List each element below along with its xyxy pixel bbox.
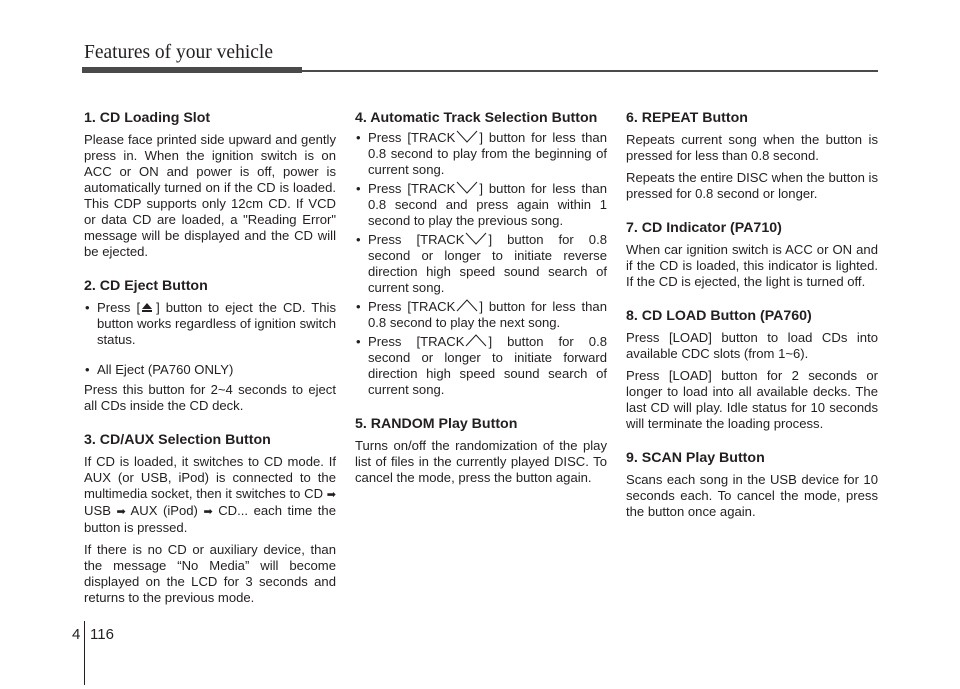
- paragraph: When car ignition switch is ACC or ON and if the CD is loaded, this indicator is lighted. If the CD is ejected, the light is turned off.: [626, 242, 878, 289]
- section-heading: 4. Automatic Track Selection Button: [355, 110, 598, 126]
- bullet-list: [84, 362, 336, 378]
- eject-icon: [142, 303, 152, 312]
- section-heading: 9. SCAN Play Button: [626, 450, 765, 466]
- column-1: [84, 110, 336, 612]
- column-2: [355, 110, 607, 492]
- list-item: • Press [TRACK ] button for less than 0.8 second and press again within 1 second to play the previous song.: [356, 181, 607, 228]
- section-heading: 8. CD LOAD Button (PA760): [626, 308, 812, 324]
- bullet-icon: •: [356, 130, 361, 145]
- paragraph: Repeats current song when the button is pressed for less than 0.8 second.: [626, 132, 878, 163]
- right-arrow-icon: ➡: [326, 489, 336, 501]
- right-arrow-icon: ➡: [203, 506, 213, 518]
- list-item: • Press [TRACK ] button for 0.8 second or longer to initiate forward direction high speed sound search of current song.: [356, 334, 607, 397]
- paragraph: Scans each song in the USB device for 10 seconds each. To cancel the mode, press the button once again.: [626, 472, 878, 519]
- section-heading: 5. RANDOM Play Button: [355, 416, 518, 432]
- section-heading: 6. REPEAT Button: [626, 110, 748, 126]
- bullet-icon: •: [356, 181, 361, 196]
- chapter-number: 4: [72, 626, 81, 643]
- footer-divider: [84, 621, 85, 685]
- track-up-icon: [456, 299, 478, 312]
- page-number: 116: [90, 626, 114, 643]
- section-heading: 7. CD Indicator (PA710): [626, 220, 782, 236]
- bullet-icon: •: [356, 334, 361, 349]
- list-item: • Press [TRACK ] button for less than 0.8 second to play the next song.: [356, 299, 607, 330]
- paragraph: Press [LOAD] button to load CDs into available CDC slots (from 1~6).: [626, 330, 878, 361]
- list-item: • Press [TRACK ] button for less than 0.8 second to play from the beginning of current song.: [356, 130, 607, 177]
- list-item: • All Eject (PA760 ONLY): [85, 362, 234, 377]
- section-heading: 1. CD Loading Slot: [84, 110, 211, 126]
- bullet-icon: •: [356, 299, 361, 314]
- list-item: • Press [ ] button to eject the CD. This button works regardless of ignition switch status.: [85, 300, 336, 347]
- paragraph: Turns on/off the randomization of the play list of files in the currently played DISC. To cancel the mode, press the button again.: [355, 438, 607, 485]
- column-3: [626, 110, 878, 526]
- page-header-title: Features of your vehicle: [84, 42, 273, 63]
- section-heading: 3. CD/AUX Selection Button: [84, 432, 271, 448]
- bullet-list: [355, 130, 607, 398]
- track-down-icon: [465, 232, 487, 245]
- bullet-list: [84, 300, 336, 348]
- track-down-icon: [456, 181, 478, 194]
- bullet-icon: •: [85, 362, 90, 377]
- bullet-icon: •: [356, 232, 361, 247]
- paragraph: Repeats the entire DISC when the button is pressed for 0.8 second or longer.: [626, 170, 878, 201]
- right-arrow-icon: ➡: [116, 506, 126, 518]
- track-down-icon: [456, 130, 478, 143]
- paragraph: If there is no CD or auxiliary device, than the message “No Media” will become displayed on the LCD for 3 seconds and returns to the previous mode.: [84, 542, 336, 605]
- paragraph: Press this button for 2~4 seconds to eject all CDs inside the CD deck.: [84, 382, 336, 413]
- list-item: • Press [TRACK ] button for 0.8 second or longer to initiate reverse direction high speed sound search of current song.: [356, 232, 607, 295]
- paragraph: Press [LOAD] button for 2 seconds or longer to load into all available decks. The last CD will play. Idle status for 10 seconds will terminate the loading process.: [626, 368, 878, 431]
- paragraph: If CD is loaded, it switches to CD mode. If AUX (or USB, iPod) is connected to the multimedia socket, then it switches to CD ➡ USB ➡ AUX (iPod) ➡ CD... each time the button is pressed.: [84, 454, 336, 535]
- section-heading: 2. CD Eject Button: [84, 278, 208, 294]
- header-rule: [82, 70, 878, 72]
- bullet-icon: •: [85, 300, 90, 315]
- paragraph: Please face printed side upward and gently press in. When the ignition switch is on ACC or ON and power is off, power is automatically turned on if the CD is loaded. This CDP supports only 12cm CD. If VCD or data CD are loaded, a "Reading Error" message will be displayed and the CD will be ejected.: [84, 132, 336, 259]
- track-up-icon: [465, 334, 487, 347]
